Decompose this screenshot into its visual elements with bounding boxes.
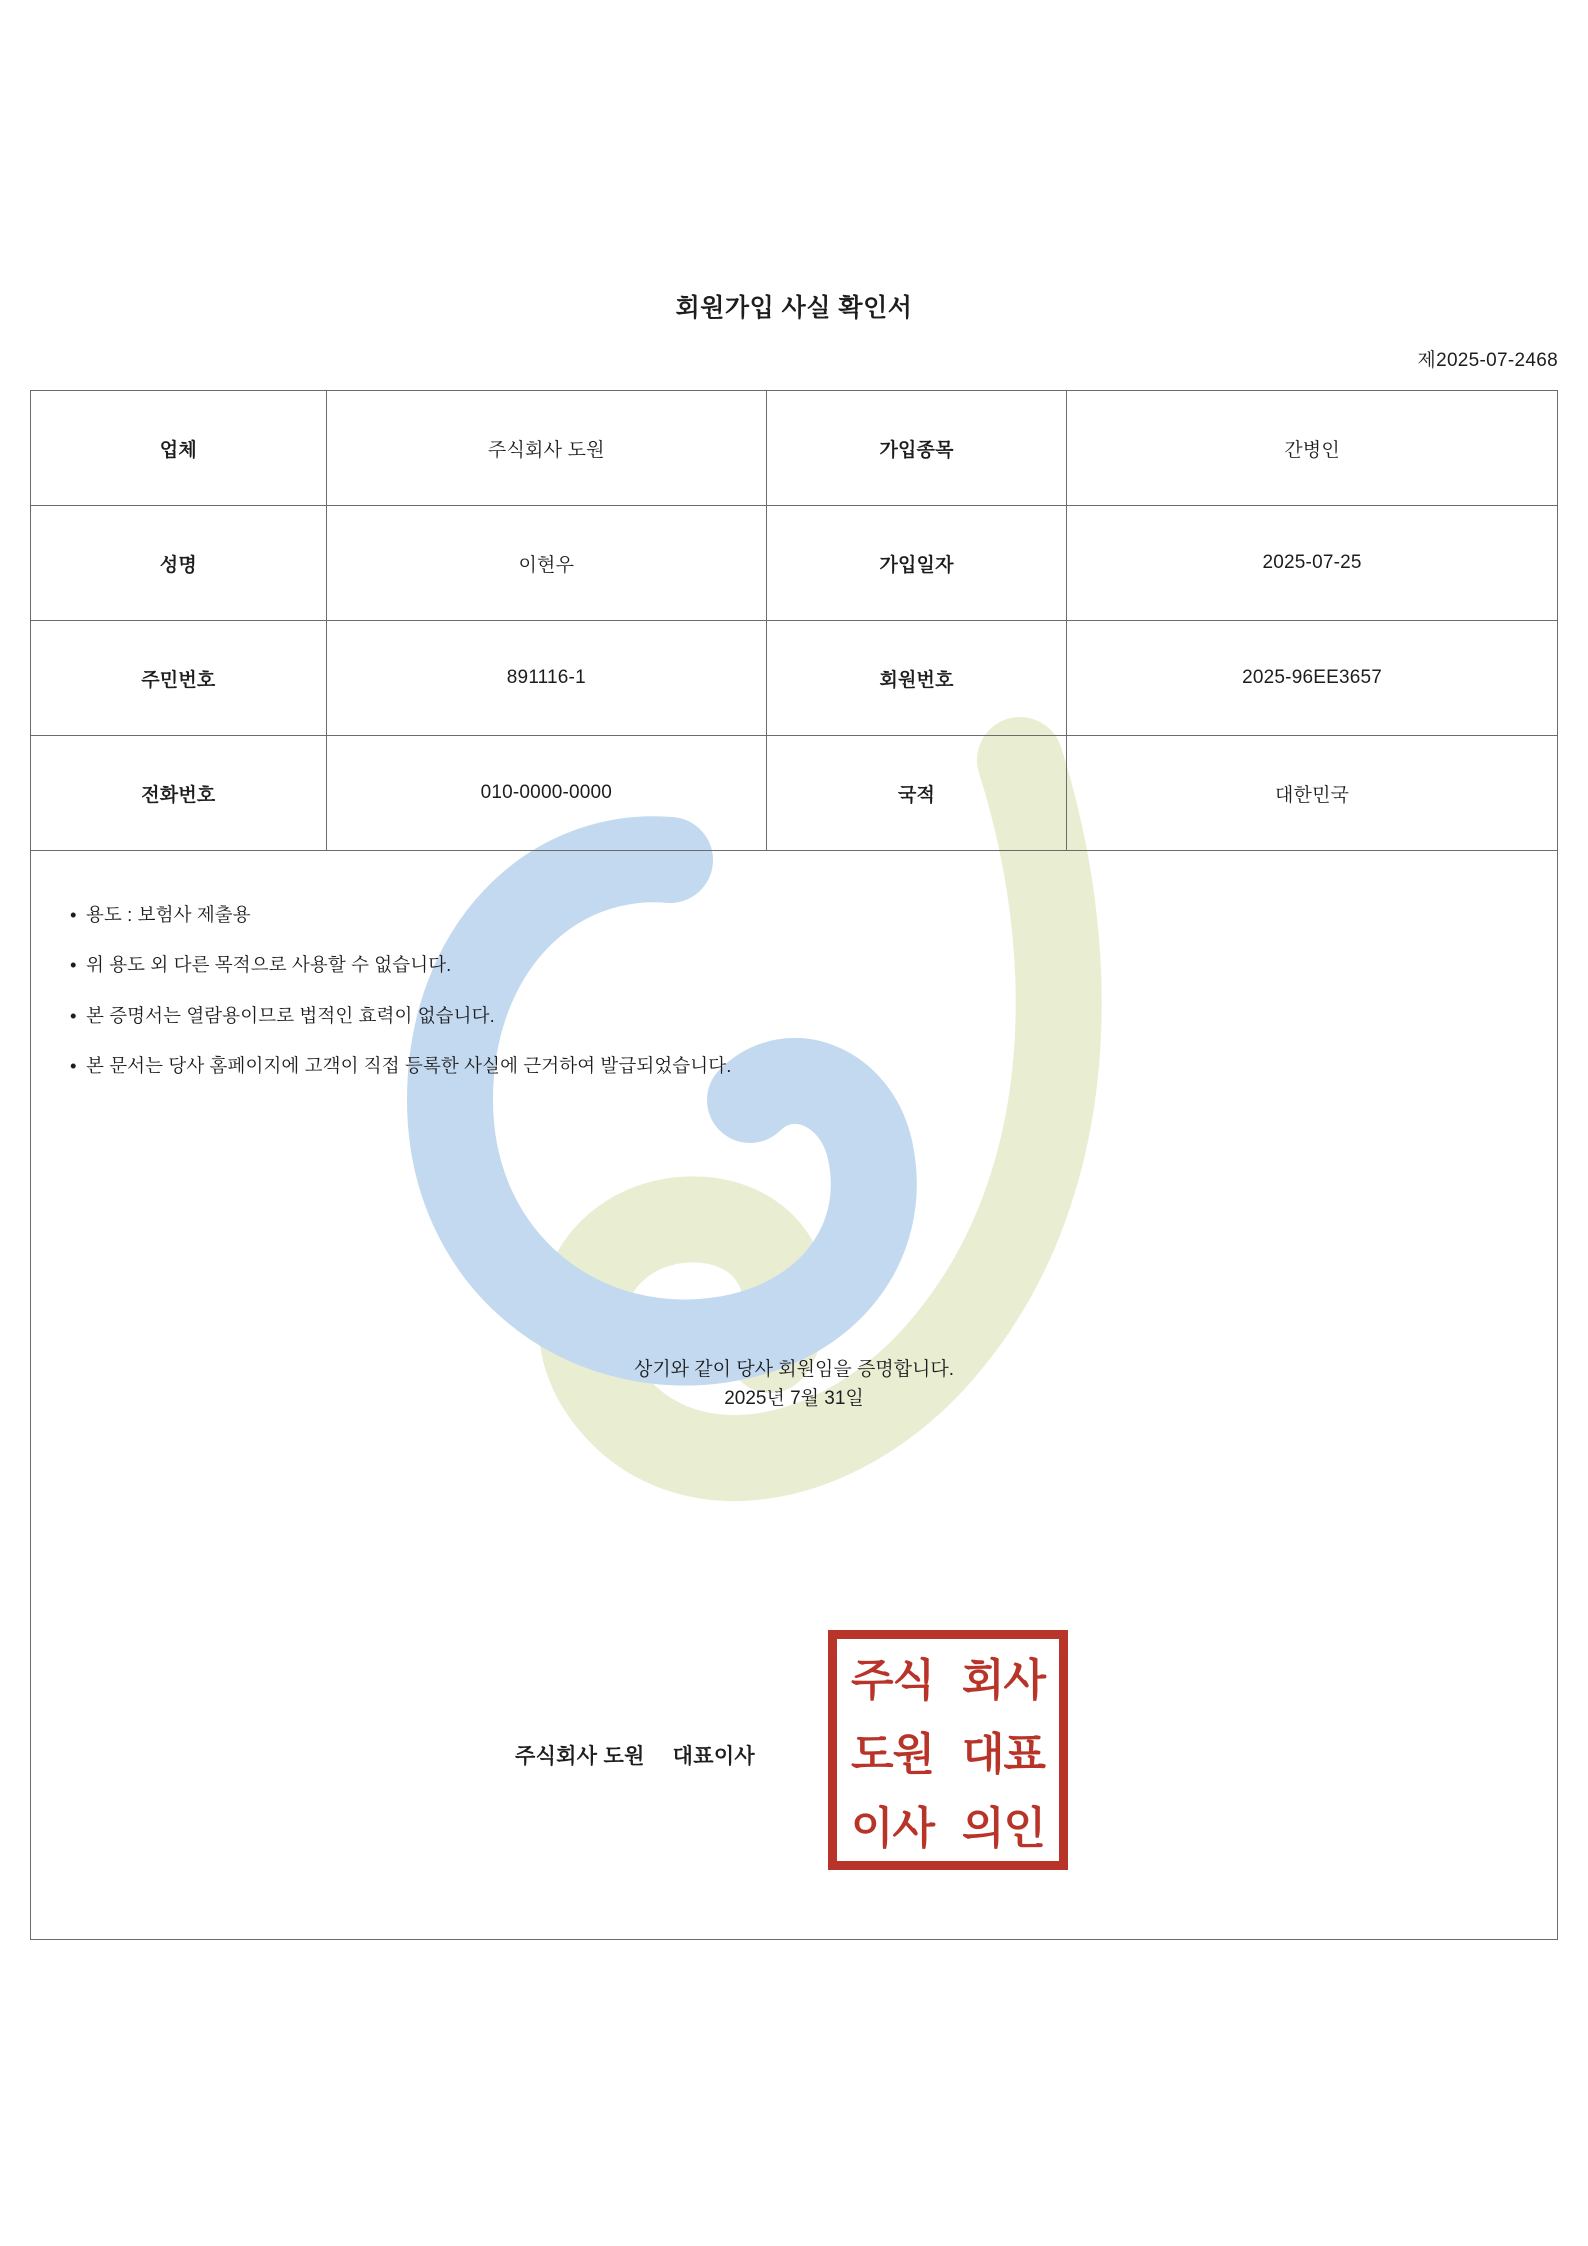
closing-line-2: 2025년 7월 31일 (724, 1388, 864, 1410)
bullet-icon: • (70, 1055, 77, 1077)
row-value-joindate: 2025-07-25 (1067, 506, 1557, 621)
signature-block (515, 1740, 755, 1770)
list-item (70, 955, 731, 975)
member-info-table (31, 391, 1557, 851)
seal-char: 회사 (961, 1655, 1045, 1706)
table-row (31, 736, 1557, 851)
note-text: 용도 : 보험사 제출용 (86, 904, 251, 925)
certificate-frame (30, 390, 1558, 1940)
row-value-name: 이현우 (326, 506, 766, 621)
row-value-residentid: 891116-1 (326, 621, 766, 736)
row-value-nationality: 대한민국 (1067, 736, 1557, 851)
row-label-phone: 전화번호 (31, 736, 326, 851)
seal-char: 주식 (850, 1655, 934, 1706)
row-label-membernumber: 회원번호 (766, 621, 1066, 736)
seal-char: 이사 (850, 1803, 934, 1854)
signature-title: 대표이사 (672, 1745, 755, 1768)
seal-char: 의인 (961, 1803, 1045, 1854)
row-label-name: 성명 (31, 506, 326, 621)
note-text: 본 증명서는 열람용이므로 법적인 효력이 없습니다. (86, 1004, 495, 1026)
company-seal-stamp (828, 1630, 1068, 1870)
document-number: 제2025-07-2468 (1417, 350, 1558, 371)
row-label-company: 업체 (31, 391, 326, 506)
row-label-joindate: 가입일자 (766, 506, 1066, 621)
bullet-icon: • (70, 1004, 77, 1026)
list-item (70, 1056, 731, 1076)
closing-statement (0, 1355, 1588, 1414)
row-value-category: 간병인 (1067, 391, 1557, 506)
seal-char: 대표 (961, 1729, 1045, 1780)
bullet-icon: • (70, 954, 77, 976)
row-value-membernumber: 2025-96EE3657 (1067, 621, 1557, 736)
notes-list (70, 905, 731, 1106)
table-row (31, 506, 1557, 621)
row-value-company: 주식회사 도원 (326, 391, 766, 506)
seal-char: 도원 (850, 1729, 934, 1780)
note-text: 본 문서는 당사 홈페이지에 고객이 직접 등록한 사실에 근거하여 발급되었습니다. (86, 1055, 732, 1077)
row-label-nationality: 국적 (766, 736, 1066, 851)
row-label-category: 가입종목 (766, 391, 1066, 506)
signature-company: 주식회사 도원 (515, 1745, 645, 1768)
row-value-phone: 010-0000-0000 (326, 736, 766, 851)
table-row (31, 621, 1557, 736)
page-title: 회원가입 사실 확인서 (675, 294, 913, 322)
list-item (70, 1006, 731, 1026)
closing-line-1: 상기와 같이 당사 회원임을 증명합니다. (633, 1359, 955, 1380)
note-text: 위 용도 외 다른 목적으로 사용할 수 없습니다. (86, 954, 452, 976)
list-item (70, 905, 731, 925)
table-row (31, 391, 1557, 506)
bullet-icon: • (70, 904, 77, 925)
row-label-residentid: 주민번호 (31, 621, 326, 736)
